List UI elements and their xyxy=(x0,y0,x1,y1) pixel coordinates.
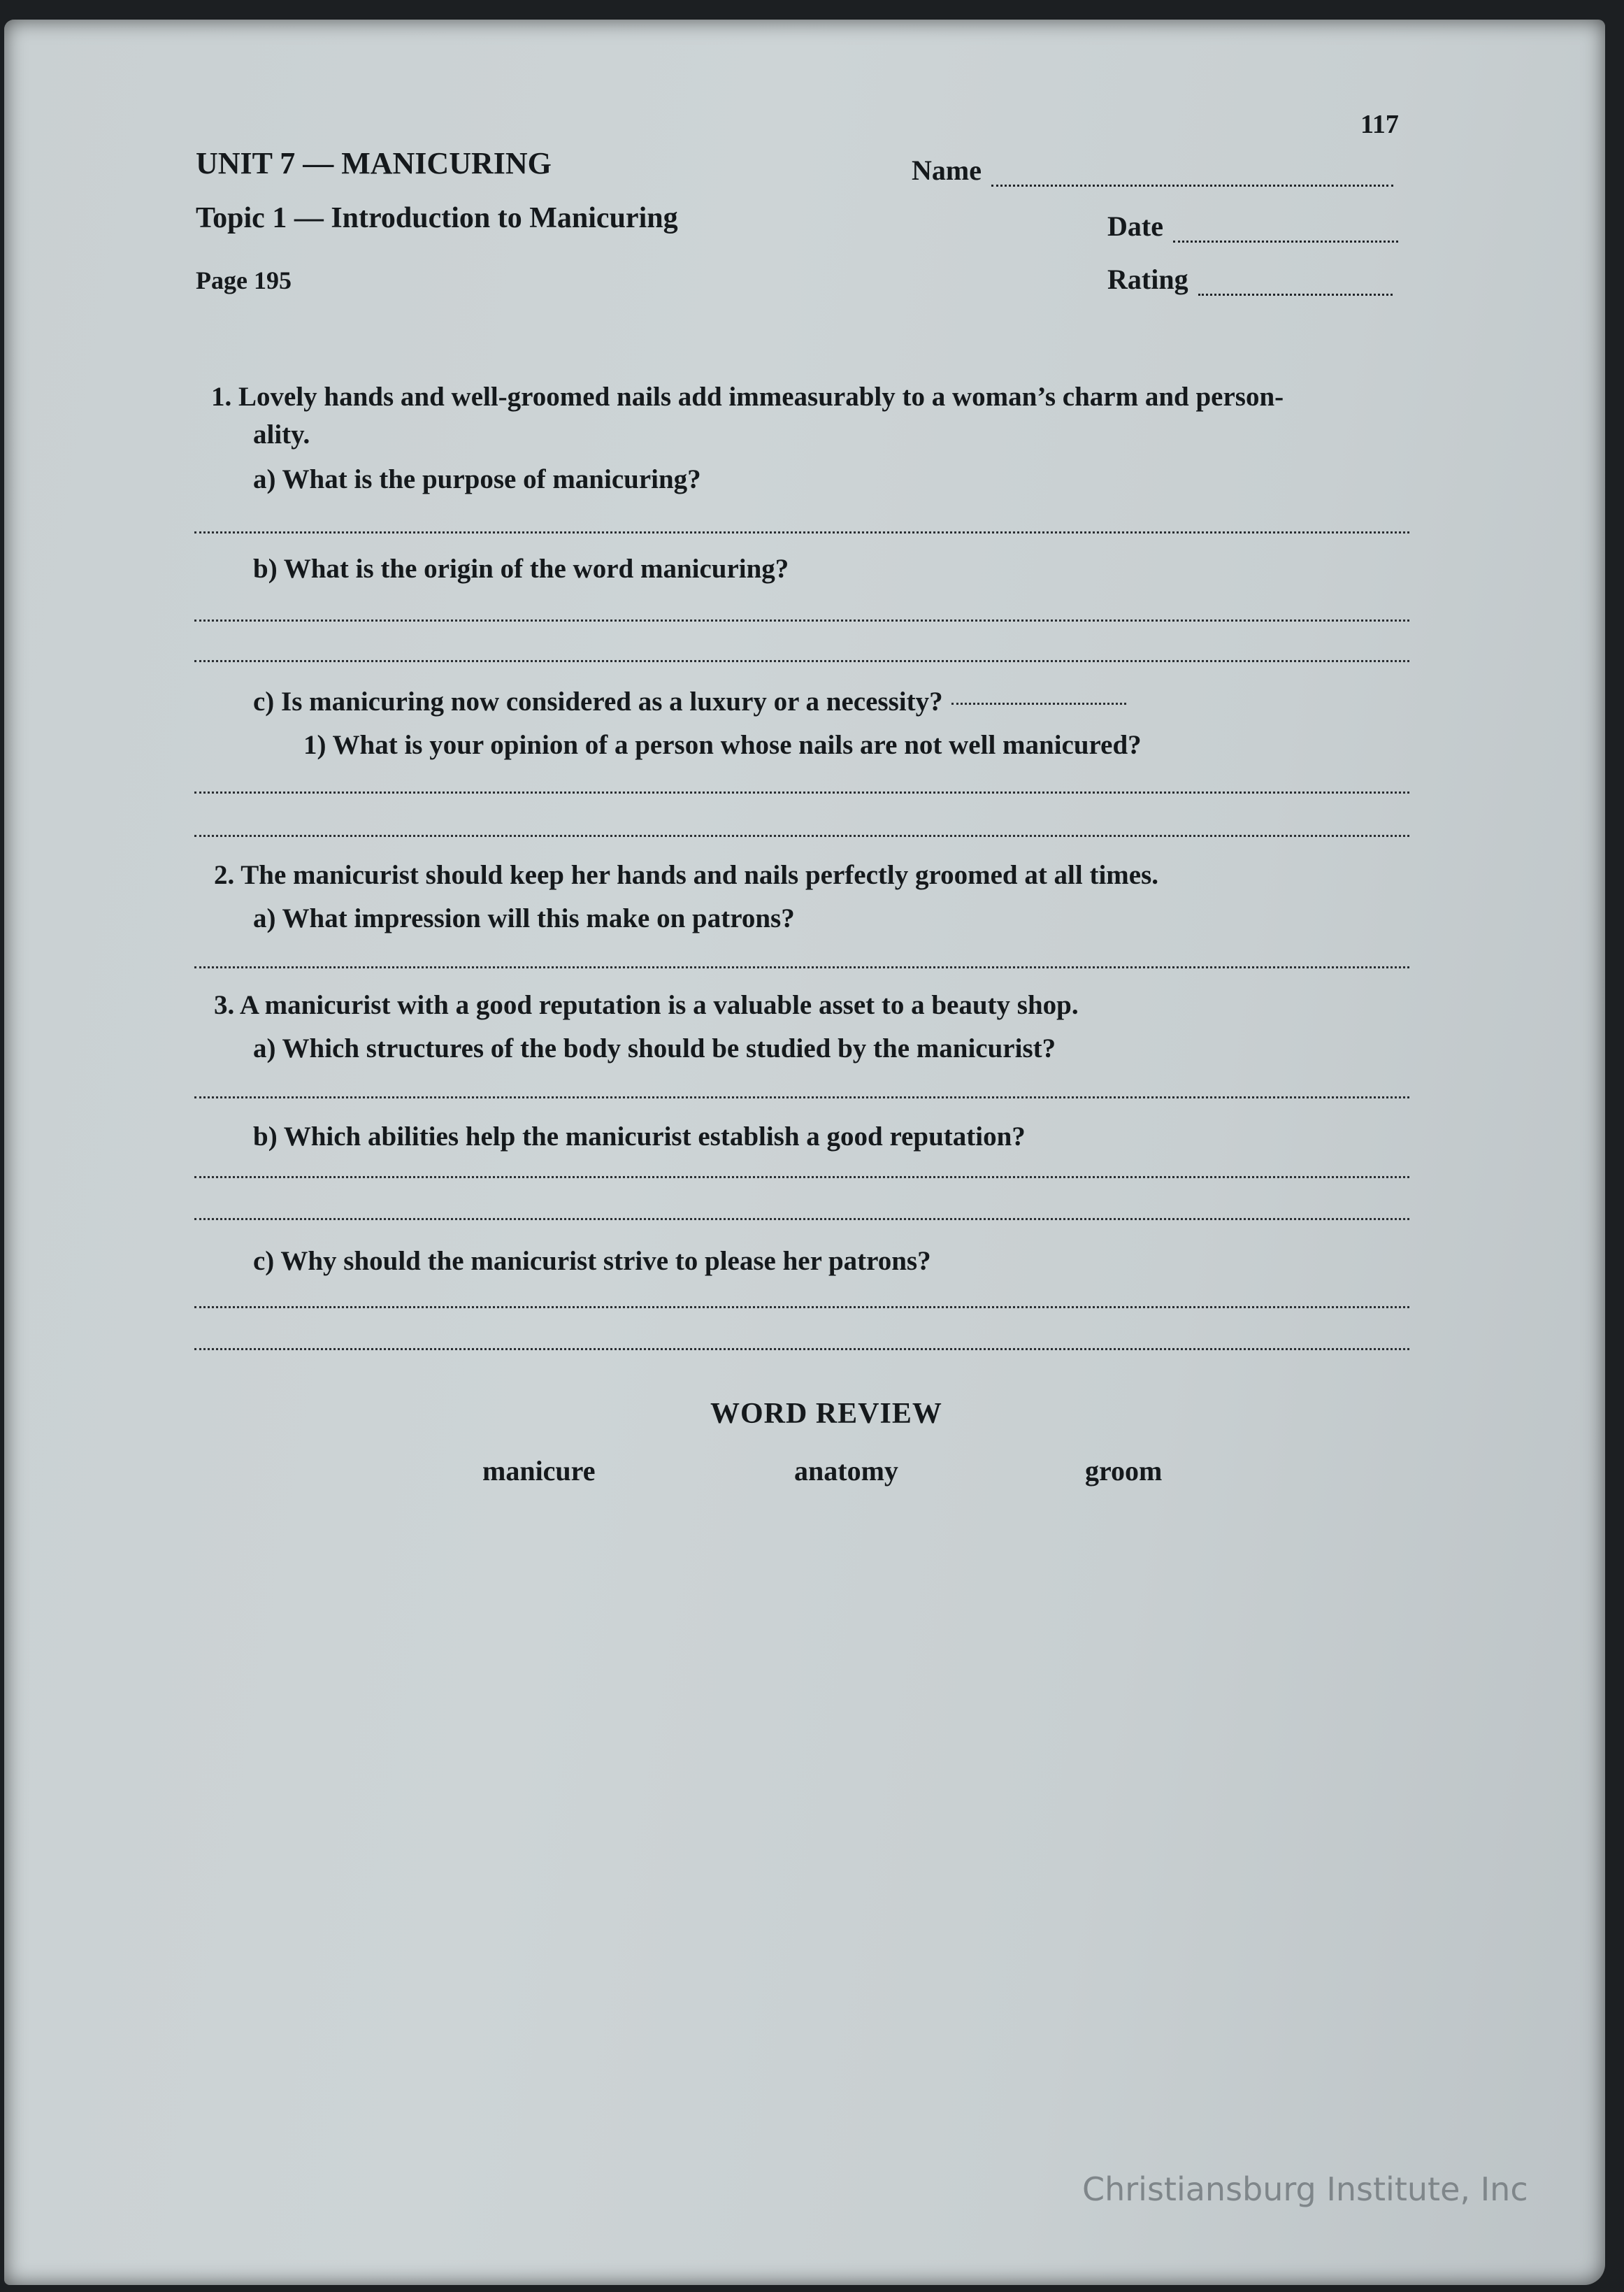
page-reference: Page 195 xyxy=(196,266,292,294)
page-number: 117 xyxy=(1360,110,1399,139)
question-1c1: 1) What is your opinion of a person whose nails are not well manicured? xyxy=(303,730,1142,760)
answer-line[interactable] xyxy=(194,1218,1409,1220)
worksheet-page xyxy=(4,20,1605,2285)
answer-line[interactable] xyxy=(194,660,1409,662)
rating-line[interactable] xyxy=(1198,273,1393,296)
date-line[interactable] xyxy=(1173,220,1398,243)
watermark: Christiansburg Institute, Inc xyxy=(1082,2170,1528,2208)
question-1: 1. Lovely hands and well-groomed nails add immeasurably to a woman’s charm and person- xyxy=(211,382,1284,412)
review-word: anatomy xyxy=(794,1455,898,1487)
name-field[interactable] xyxy=(912,154,1393,187)
unit-title: UNIT 7 — MANICURING xyxy=(196,146,552,180)
answer-line[interactable] xyxy=(194,1176,1409,1178)
question-3b: b) Which abilities help the manicurist establish a good reputation? xyxy=(253,1122,1026,1152)
question-2a: a) What impression will this make on patrons? xyxy=(253,903,795,933)
question-3: 3. A manicurist with a good reputation is a valuable asset to a beauty shop. xyxy=(214,990,1079,1020)
question-1-continued: ality. xyxy=(253,420,310,450)
answer-line[interactable] xyxy=(194,792,1409,794)
answer-line[interactable] xyxy=(194,531,1409,533)
question-3c: c) Why should the manicurist strive to please her patrons? xyxy=(253,1246,931,1276)
topic-title: Topic 1 — Introduction to Manicuring xyxy=(196,202,678,234)
word-review-title: WORD REVIEW xyxy=(710,1398,942,1430)
review-word: manicure xyxy=(482,1455,596,1487)
answer-line[interactable] xyxy=(194,1096,1409,1098)
answer-line[interactable] xyxy=(194,1306,1409,1308)
question-3a: a) Which structures of the body should be studied by the manicurist? xyxy=(253,1033,1056,1063)
date-field[interactable] xyxy=(1107,210,1398,243)
answer-line[interactable] xyxy=(194,619,1409,622)
rating-label: Rating xyxy=(1107,264,1188,295)
question-1c xyxy=(253,682,1126,722)
question-1c-text: c) Is manicuring now considered as a luxury or a necessity? xyxy=(253,687,943,717)
review-word: groom xyxy=(1085,1455,1163,1487)
rating-field[interactable] xyxy=(1107,263,1393,296)
question-1b: b) What is the origin of the word manicuring? xyxy=(253,554,789,584)
question-1a: a) What is the purpose of manicuring? xyxy=(253,464,701,494)
question-2: 2. The manicurist should keep her hands and nails perfectly groomed at all times. xyxy=(214,860,1159,890)
answer-line[interactable] xyxy=(194,835,1409,837)
name-label: Name xyxy=(912,155,982,186)
inline-answer-line[interactable] xyxy=(951,703,1126,705)
answer-line[interactable] xyxy=(194,966,1409,968)
date-label: Date xyxy=(1107,210,1163,242)
answer-line[interactable] xyxy=(194,1348,1409,1350)
name-line[interactable] xyxy=(991,164,1393,187)
